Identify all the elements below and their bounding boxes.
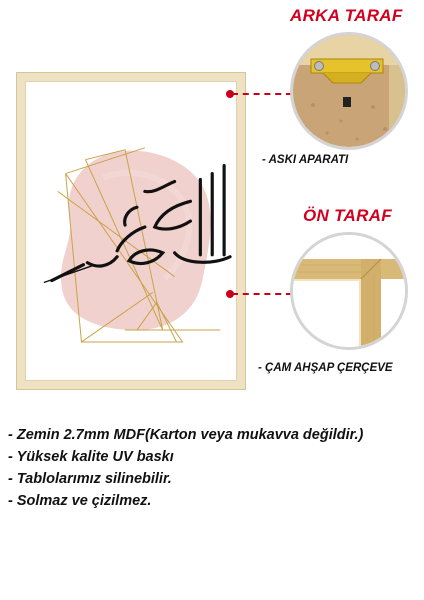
front-side-heading: ÖN TARAF — [303, 206, 392, 225]
front-side-detail-photo — [290, 232, 408, 350]
framed-artwork — [16, 72, 246, 390]
hanger-bracket-icon — [293, 35, 405, 147]
feature-item: - Yüksek kalite UV baskı — [8, 449, 174, 465]
back-callout-line — [232, 93, 292, 95]
back-side-heading: ARKA TARAF — [290, 6, 403, 25]
feature-item: - Zemin 2.7mm MDF(Karton veya mukavva değildir.) — [8, 427, 364, 443]
feature-list — [8, 424, 363, 512]
feature-item: - Solmaz ve çizilmez. — [8, 493, 152, 509]
back-side-caption: - ASKI APARATI — [262, 154, 349, 166]
calligraphy-artwork — [26, 82, 236, 380]
front-callout-line — [232, 293, 292, 295]
pine-frame-corner-icon — [293, 235, 405, 347]
front-side-caption: - ÇAM AHŞAP ÇERÇEVE — [258, 362, 393, 374]
back-side-detail-photo — [290, 32, 408, 150]
artwork-canvas — [25, 81, 237, 381]
feature-item: - Tablolarımız silinebilir. — [8, 471, 172, 487]
